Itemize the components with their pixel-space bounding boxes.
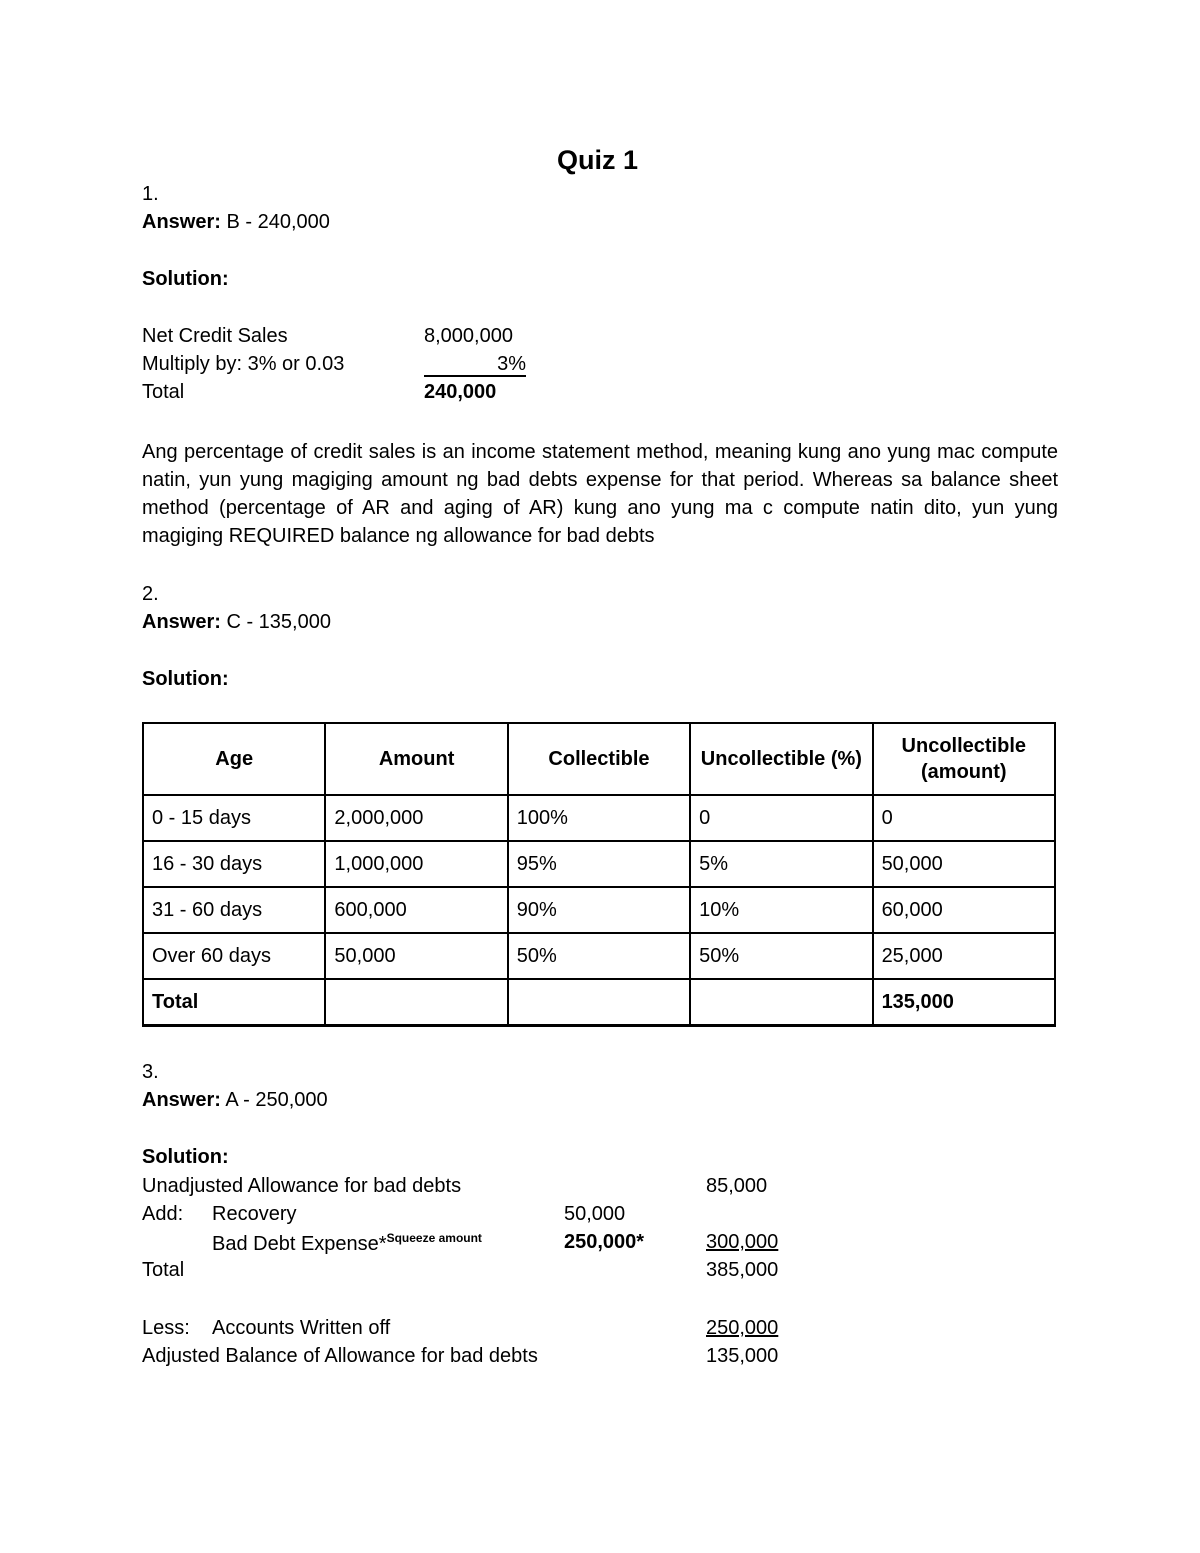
recovery-label: Recovery	[212, 1203, 297, 1225]
question-number: 2.	[142, 583, 159, 605]
table-cell: 1,000,000	[325, 841, 507, 887]
column-header-amount: Amount	[325, 723, 507, 795]
answer-value: C - 135,000	[226, 611, 331, 633]
table-cell: Over 60 days	[143, 933, 325, 979]
calc-label: Total	[142, 381, 185, 403]
add-label: Add:	[142, 1203, 184, 1225]
explanation-paragraph: Ang percentage of credit sales is an income statement method, meaning kung ano yung mac compute natin, yun yung magiging amount ng bad debts expense for that period. Whereas sa balance sheet method (percentage of AR and aging of AR) kung ano yung ma c compute natin dito, yun yung magiging REQUIRED balance ng allowance for bad debts	[142, 441, 1058, 547]
page-title: Quiz 1	[557, 145, 639, 175]
table-cell: 60,000	[873, 887, 1055, 933]
answer-line	[142, 612, 331, 632]
answer-line	[142, 1090, 328, 1110]
column-header-age: Age	[143, 723, 325, 795]
table-cell: 95%	[508, 841, 690, 887]
answer-value: B - 240,000	[226, 211, 330, 233]
answer-value: A - 250,000	[225, 1089, 328, 1111]
aging-table	[142, 722, 1056, 1027]
add-subtotal: 300,000	[706, 1231, 779, 1253]
table-cell: 0	[873, 795, 1055, 841]
calc-value: 3%	[424, 354, 526, 377]
adjusted-balance-value: 135,000	[706, 1345, 779, 1367]
table-cell	[325, 979, 507, 1026]
bad-debt-expense-value: 250,000*	[564, 1231, 645, 1253]
adjusted-balance-label: Adjusted Balance of Allowance for bad debts	[142, 1345, 538, 1367]
solution-label: Solution:	[142, 1146, 229, 1168]
total-label: Total	[142, 1259, 185, 1281]
table-cell: 50%	[508, 933, 690, 979]
bad-debt-expense-label	[212, 1232, 482, 1254]
recovery-value: 50,000	[564, 1203, 626, 1225]
answer-line	[142, 212, 330, 232]
written-off-value: 250,000	[706, 1317, 779, 1339]
table-cell: 50,000	[873, 841, 1055, 887]
table-cell: 50%	[690, 933, 872, 979]
table-cell: 31 - 60 days	[143, 887, 325, 933]
bad-debt-expense-text: Bad Debt Expense	[212, 1233, 379, 1255]
table-cell: 0 - 15 days	[143, 795, 325, 841]
solution-label: Solution:	[142, 268, 229, 290]
table-cell	[690, 979, 872, 1026]
solution-label: Solution:	[142, 668, 229, 690]
table-total-row	[143, 979, 1055, 1026]
answer-label: Answer:	[142, 1089, 221, 1111]
unadjusted-value: 85,000	[706, 1175, 768, 1197]
answer-label: Answer:	[142, 611, 221, 633]
total-value: 385,000	[706, 1259, 779, 1281]
table-cell: 600,000	[325, 887, 507, 933]
table-cell: 100%	[508, 795, 690, 841]
calc-label: Net Credit Sales	[142, 325, 288, 347]
table-cell	[508, 979, 690, 1026]
table-cell: 0	[690, 795, 872, 841]
table-cell: 16 - 30 days	[143, 841, 325, 887]
table-row	[143, 841, 1055, 887]
table-cell: 50,000	[325, 933, 507, 979]
table-row	[143, 933, 1055, 979]
column-header-collectible: Collectible	[508, 723, 690, 795]
table-cell: 25,000	[873, 933, 1055, 979]
question-number: 3.	[142, 1061, 159, 1083]
column-header-uncollectible-amount: Uncollectible (amount)	[873, 723, 1055, 795]
footnote-mark: *	[378, 1233, 387, 1255]
calc-total: 240,000	[424, 381, 497, 403]
less-label: Less:	[142, 1317, 190, 1339]
table-cell: 5%	[690, 841, 872, 887]
calc-label: Multiply by: 3% or 0.03	[142, 353, 345, 375]
table-cell: 10%	[690, 887, 872, 933]
answer-label: Answer:	[142, 211, 221, 233]
total-value: 135,000	[873, 979, 1055, 1026]
column-header-uncollectible-percent: Uncollectible (%)	[690, 723, 872, 795]
table-row	[143, 795, 1055, 841]
table-cell: 2,000,000	[325, 795, 507, 841]
table-row	[143, 887, 1055, 933]
question-number: 1.	[142, 183, 159, 205]
unadjusted-label: Unadjusted Allowance for bad debts	[142, 1175, 462, 1197]
written-off-label: Accounts Written off	[212, 1317, 391, 1339]
total-label: Total	[143, 979, 325, 1026]
squeeze-note: Squeeze amount	[386, 1231, 482, 1245]
calc-value: 8,000,000	[424, 325, 513, 347]
table-cell: 90%	[508, 887, 690, 933]
table-header-row	[143, 723, 1055, 795]
